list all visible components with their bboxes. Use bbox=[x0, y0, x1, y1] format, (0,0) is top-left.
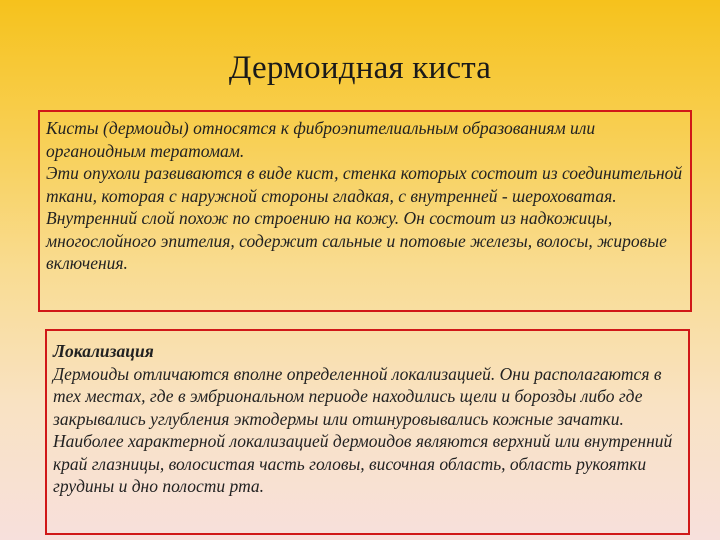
localization-paragraph-2: Наиболее характерной локализацией дермоидов являются верхний или внутренний край глазницы, волосистая часть головы, височная область, область рукоятки грудины и дно полости рта. bbox=[53, 431, 673, 496]
description-paragraph-3: Внутренний слой похож по строению на кожу. Он состоит из надкожицы, многослойного эпителия, содержит сальные и потовые железы, волосы, жировые включения. bbox=[46, 208, 667, 273]
slide-title: Дермоидная киста bbox=[228, 50, 492, 86]
description-paragraph-2: Эти опухоли развиваются в виде кист, стенка которых состоит из соединительной ткани, которая с наружной стороны гладкая, с внутренней - шероховатая. bbox=[46, 163, 683, 206]
localization-text-box bbox=[45, 329, 690, 535]
description-text-box bbox=[38, 110, 692, 312]
description-paragraph-1: Кисты (дермоиды) относятся к фиброэпителиальным образованиям или органоидным тератомам. bbox=[46, 118, 596, 161]
localization-heading: Локализация bbox=[53, 341, 154, 361]
localization-paragraph-1: Дермоиды отличаются вполне определенной локализацией. Они располагаются в тех местах, где в эмбриональном периоде находились щели и борозды либо где закрывались углубления эктодермы или отшнуровывались кожные зачатки. bbox=[53, 363, 662, 429]
